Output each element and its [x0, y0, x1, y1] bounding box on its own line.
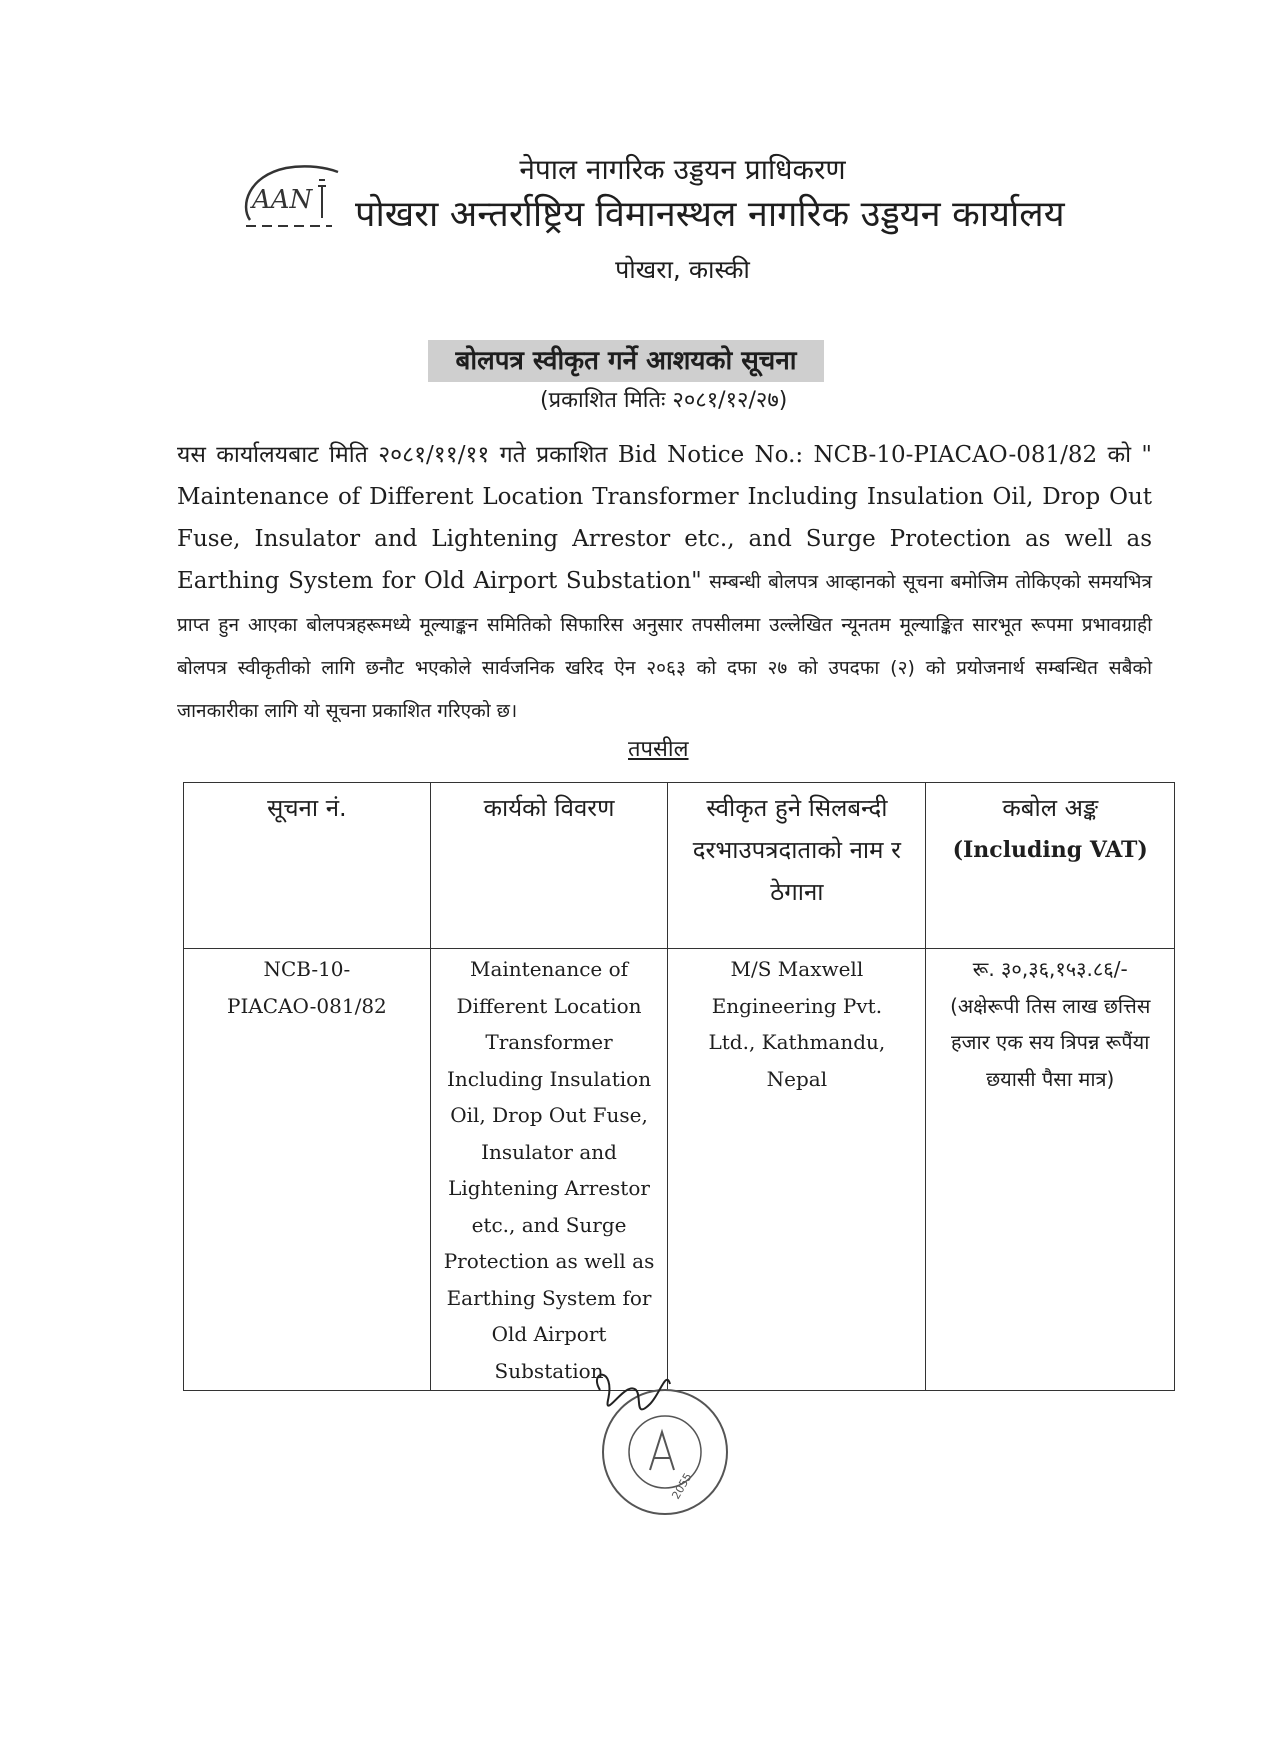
- cell-description: [430, 949, 668, 1391]
- office-name: पोखरा अन्तर्राष्ट्रिय विमानस्थल नागरिक उड्डयन कार्यालय: [355, 194, 1065, 235]
- notice-title: बोलपत्र स्वीकृत गर्ने आशयको सूचना: [428, 340, 824, 382]
- notice-body-part2: सम्बन्धी बोलपत्र आव्हानको सूचना बमोजिम तोकिएको समयभित्र प्राप्त हुन आएका बोलपत्रहरूमध्ये मूल्याङ्कन समितिको सिफारिस अनुसार तपसीलमा उल्लेखित न्यूनतम मूल्याङ्कित सारभूत रूपमा प्रभावग्राही बोलपत्र स्वीकृतीको लागि छनौट भएकोले सार्वजनिक खरिद ऐन २०६३ को दफा २७ को उपदफा (२) को प्रयोजनार्थ सम्बन्धित सबैको जानकारीका लागि यो सूचना प्रकाशित गरिएको छ।: [177, 571, 1152, 722]
- table-row: [184, 949, 1175, 1391]
- table-header-row: [184, 783, 1175, 949]
- col-header-work-description: कार्यको विवरण: [430, 783, 668, 949]
- col-header-notice-no: सूचना नं.: [184, 783, 431, 949]
- official-stamp-with-signature: [570, 1360, 750, 1520]
- svg-text:AAN: AAN: [252, 185, 313, 215]
- bid-table: [183, 782, 1175, 1391]
- notice-body: [177, 434, 1152, 732]
- col-header-bidder: स्वीकृत हुने सिलबन्दी दरभाउपत्रदाताको नाम र ठेगाना: [668, 783, 926, 949]
- amount-header-vat: (Including VAT): [952, 837, 1148, 863]
- amount-value: रू. ३०,३६,१५३.८६/-: [972, 957, 1128, 981]
- amount-header-label: कबोल अङ्क: [1002, 794, 1099, 822]
- bidder-text: M/S Maxwell Engineering Pvt. Ltd., Kathmandu, Nepal: [708, 957, 886, 1091]
- notice-no-text: NCB-10-PIACAO-081/82: [226, 957, 387, 1018]
- annex-title: तपसील: [628, 737, 689, 762]
- cell-bidder: [668, 949, 926, 1391]
- amount-in-words: (अक्षेरूपी तिस लाख छत्तिस हजार एक सय त्रिपन्न रूपैंया छयासी पैसा मात्र): [950, 993, 1151, 1091]
- authority-name: नेपाल नागरिक उड्डयन प्राधिकरण: [519, 153, 846, 186]
- svg-text:2055: 2055: [669, 1470, 695, 1502]
- published-date: (प्रकाशित मितिः २०८१/१२/२७): [540, 388, 788, 413]
- cell-amount: [926, 949, 1175, 1391]
- description-text: Maintenance of Different Location Transformer Including Insulation Oil, Drop Out Fuse, Insulator and Lightening Arrestor etc., and Surge Protection as well as Earthing System for Old Airport Substation: [443, 957, 655, 1383]
- cell-notice-no: [184, 949, 431, 1391]
- office-location: पोखरा, कास्की: [615, 255, 750, 284]
- col-header-amount: [926, 783, 1175, 949]
- notice-body-part1: यस कार्यालयबाट मिति २०८१/११/११ गते प्रकाशित Bid Notice No.: NCB-10-PIACAO-081/82 को " Maintenance of Different Location Transformer Including Insulation Oil, Drop Out Fuse, Insulator and Lightening Arrestor etc., and Surge Protection as well as Earthing System for Old Airport Substation": [177, 442, 1152, 594]
